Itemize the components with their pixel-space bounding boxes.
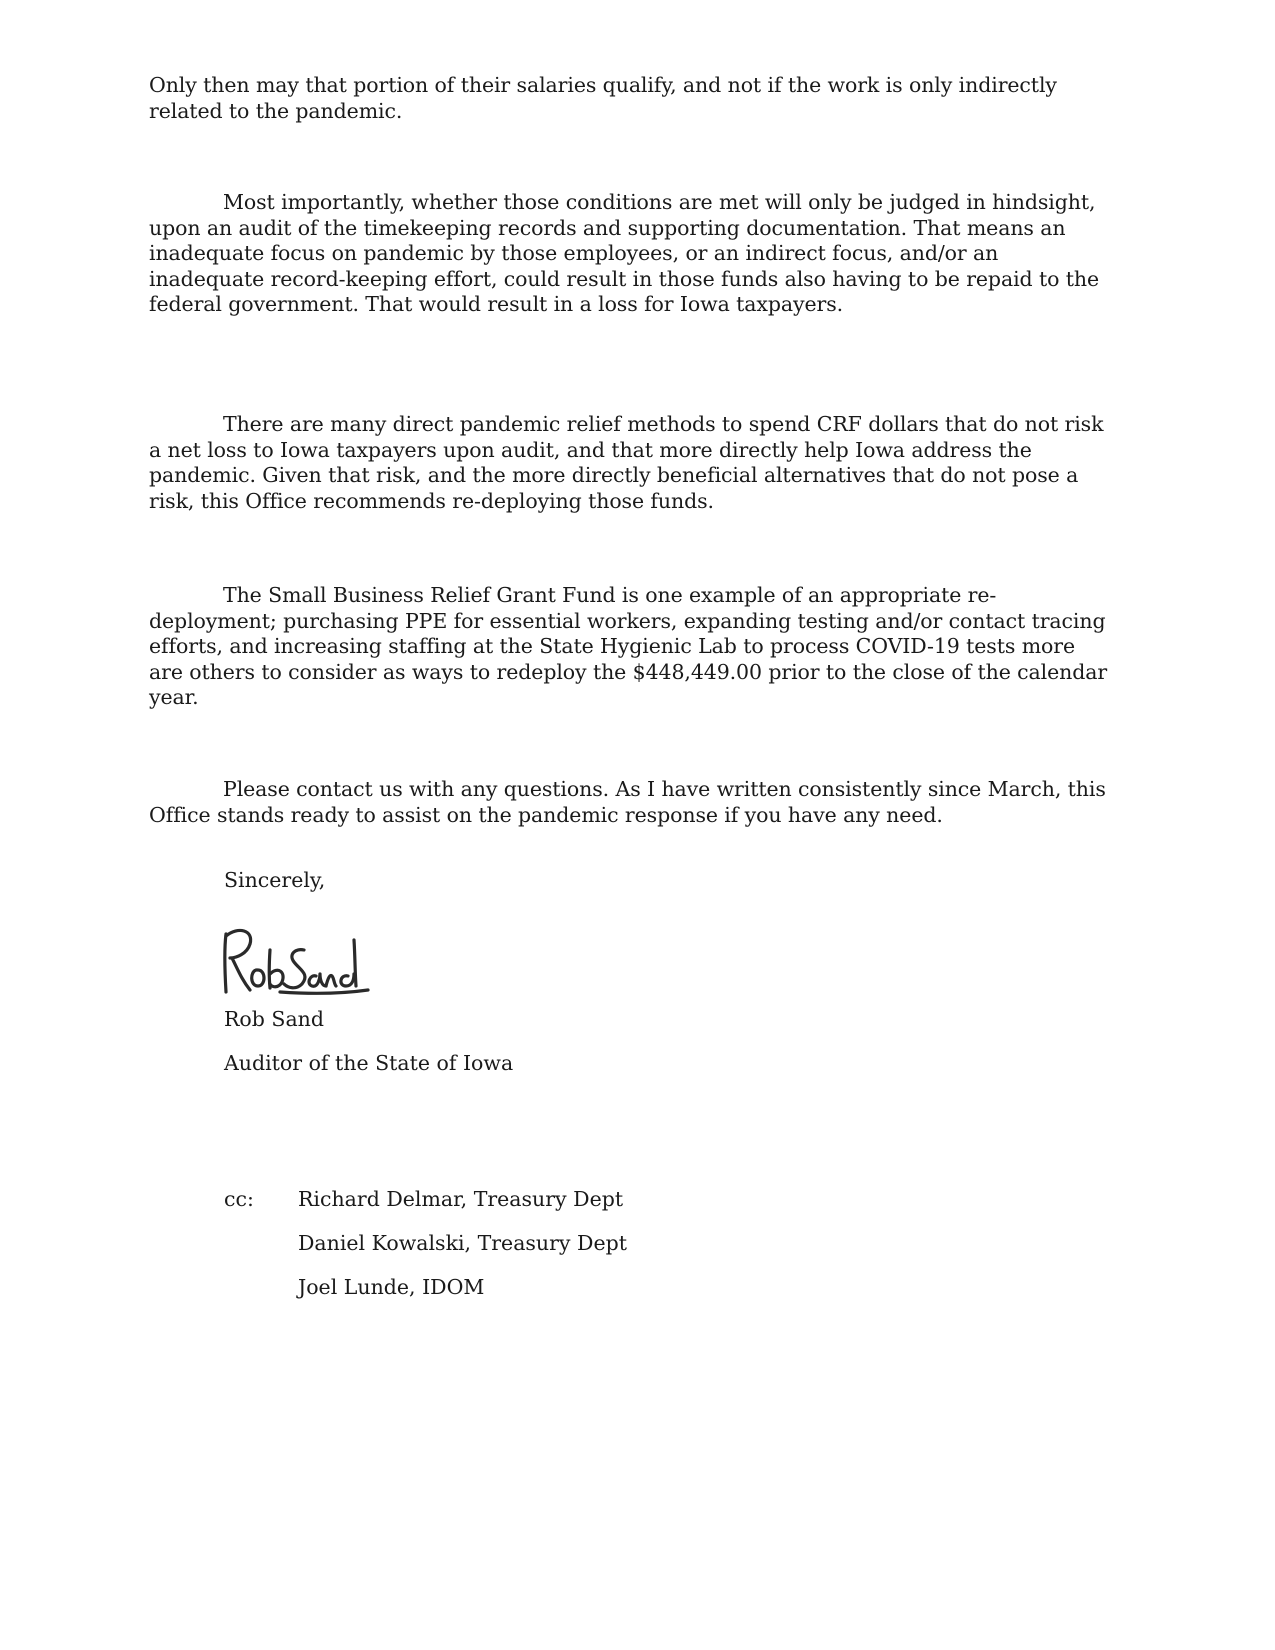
handwritten-signature — [220, 920, 372, 1000]
cc-recipient: Daniel Kowalski, Treasury Dept — [298, 1231, 627, 1255]
closing: Sincerely, — [224, 868, 326, 892]
paragraph-direct-relief: There are many direct pandemic relief methods to spend CRF dollars that do not risk a net loss to Iowa taxpayers upon audit, and that more directly help Iowa address the pandemic. Given that risk, and the more directly beneficial alternatives that do not pose a risk, this Office recommends re-deploying those funds. — [149, 412, 1104, 513]
cc-recipient: Joel Lunde, IDOM — [298, 1275, 485, 1299]
cc-recipient: Richard Delmar, Treasury Dept — [298, 1187, 624, 1211]
paragraph-redeployment: The Small Business Relief Grant Fund is one example of an appropriate re-deployment; purchasing PPE for essential workers, expanding testing and/or contact tracing efforts, and increasing staffing at the State Hygienic Lab to process COVID-19 tests more are others to consider as ways to redeploy the $448,449.00 prior to the close of the calendar year. — [149, 583, 1108, 709]
paragraph-contact: Please contact us with any questions. As I have written consistently since March, this Office stands ready to assist on the pandemic response if you have any need. — [149, 777, 1106, 827]
paragraph-continuation: Only then may that portion of their salaries qualify, and not if the work is only indirectly related to the pandemic. — [149, 73, 1057, 123]
signer-title: Auditor of the State of Iowa — [224, 1051, 514, 1075]
signer-name: Rob Sand — [224, 1007, 325, 1031]
cc-label: cc: — [224, 1187, 254, 1211]
paragraph-audit-risk: Most importantly, whether those conditions are met will only be judged in hindsight, upon an audit of the timekeeping records and supporting documentation. That means an inadequate focus on pandemic by those employees, or an indirect focus, and/or an inadequate record-keeping effort, could result in those funds also having to be repaid to the federal government. That would result in a loss for Iowa taxpayers. — [149, 190, 1100, 316]
